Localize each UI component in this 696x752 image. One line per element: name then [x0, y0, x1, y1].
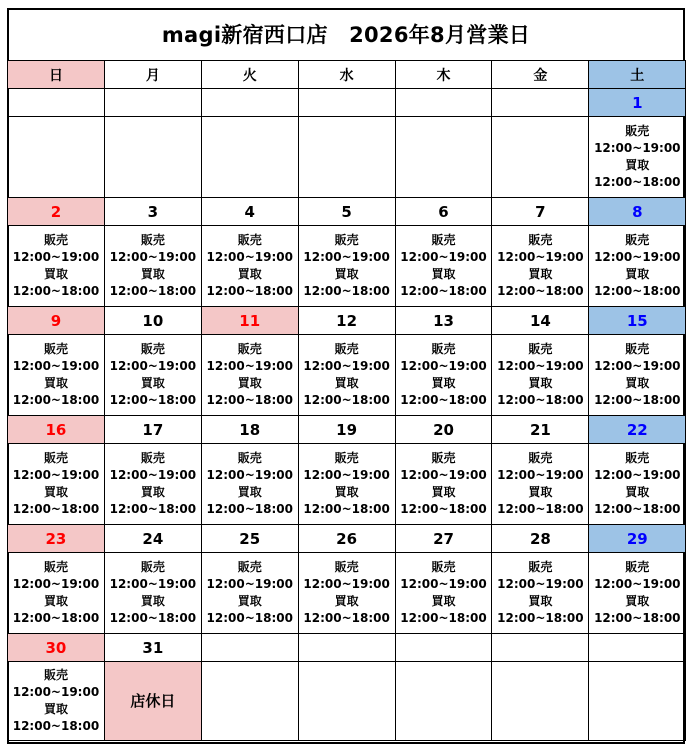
buy-hours: 12:00~18:00	[594, 502, 681, 516]
hours-cell	[298, 226, 395, 307]
sell-label: 販売	[625, 124, 650, 138]
sell-label: 販売	[528, 560, 553, 574]
hours-row	[8, 226, 686, 307]
buy-label: 買取	[625, 158, 650, 172]
sell-hours: 12:00~19:00	[303, 468, 390, 482]
hours-cell	[492, 444, 589, 525]
date-cell	[298, 634, 395, 662]
sell-hours: 12:00~19:00	[594, 577, 681, 591]
sell-hours: 12:00~19:00	[12, 685, 100, 699]
hours-cell	[492, 662, 589, 741]
date-cell: 24	[104, 525, 201, 553]
sell-label: 販売	[43, 342, 68, 356]
hours-row	[8, 117, 686, 198]
sell-label: 販売	[431, 342, 456, 356]
hours-cell	[492, 226, 589, 307]
buy-label: 買取	[528, 485, 553, 499]
sell-label: 販売	[237, 233, 262, 247]
hours-row	[8, 553, 686, 634]
date-cell: 22	[589, 416, 686, 444]
hours-cell	[589, 226, 686, 307]
sell-hours: 12:00~19:00	[303, 250, 390, 264]
hours-cell	[201, 553, 298, 634]
sell-hours: 12:00~19:00	[594, 359, 681, 373]
weekday-header-sun: 日	[8, 61, 105, 89]
buy-label: 買取	[43, 702, 68, 716]
hours-cell	[201, 444, 298, 525]
hours-cell	[201, 226, 298, 307]
hours-cell	[104, 553, 201, 634]
buy-hours: 12:00~18:00	[594, 175, 681, 189]
sell-hours: 12:00~19:00	[109, 359, 197, 373]
buy-hours: 12:00~18:00	[497, 502, 584, 516]
buy-hours: 12:00~18:00	[12, 719, 100, 733]
hours-cell	[104, 444, 201, 525]
sell-hours: 12:00~19:00	[12, 250, 100, 264]
sell-hours: 12:00~19:00	[206, 468, 293, 482]
buy-label: 買取	[431, 594, 456, 608]
hours-cell	[8, 662, 105, 741]
sell-label: 販売	[334, 233, 359, 247]
sell-label: 販売	[140, 233, 165, 247]
buy-label: 買取	[237, 376, 262, 390]
buy-label: 買取	[140, 594, 165, 608]
date-cell	[395, 634, 492, 662]
sell-label: 販売	[625, 342, 650, 356]
buy-hours: 12:00~18:00	[109, 284, 197, 298]
weekday-header-thu: 木	[395, 61, 492, 89]
date-cell: 5	[298, 198, 395, 226]
hours-cell	[201, 117, 298, 198]
hours-cell	[492, 553, 589, 634]
buy-label: 買取	[237, 485, 262, 499]
sell-label: 販売	[625, 560, 650, 574]
buy-hours: 12:00~18:00	[497, 611, 584, 625]
date-cell	[492, 89, 589, 117]
sell-hours: 12:00~19:00	[109, 577, 197, 591]
sell-hours: 12:00~19:00	[594, 250, 681, 264]
buy-hours: 12:00~18:00	[12, 611, 100, 625]
sell-label: 販売	[528, 342, 553, 356]
hours-cell	[298, 444, 395, 525]
buy-label: 買取	[528, 267, 553, 281]
hours-cell	[589, 553, 686, 634]
hours-cell	[201, 662, 298, 741]
sell-hours: 12:00~19:00	[12, 468, 100, 482]
hours-cell	[492, 117, 589, 198]
calendar-table	[7, 60, 686, 741]
buy-label: 買取	[431, 485, 456, 499]
date-cell: 13	[395, 307, 492, 335]
weekday-header-tue: 火	[201, 61, 298, 89]
buy-hours: 12:00~18:00	[12, 393, 100, 407]
date-cell	[395, 89, 492, 117]
buy-hours: 12:00~18:00	[206, 502, 293, 516]
hours-cell	[395, 117, 492, 198]
buy-hours: 12:00~18:00	[303, 502, 390, 516]
buy-hours: 12:00~18:00	[206, 611, 293, 625]
buy-label: 買取	[625, 485, 650, 499]
weekday-header-fri: 金	[492, 61, 589, 89]
sell-hours: 12:00~19:00	[303, 359, 390, 373]
sell-label: 販売	[43, 233, 68, 247]
buy-label: 買取	[334, 376, 359, 390]
buy-hours: 12:00~18:00	[594, 393, 681, 407]
date-cell: 14	[492, 307, 589, 335]
buy-label: 買取	[528, 376, 553, 390]
date-cell: 21	[492, 416, 589, 444]
sell-label: 販売	[237, 451, 262, 465]
sell-label: 販売	[140, 342, 165, 356]
buy-hours: 12:00~18:00	[400, 502, 487, 516]
sell-label: 販売	[334, 560, 359, 574]
sell-label: 販売	[140, 451, 165, 465]
buy-label: 買取	[334, 594, 359, 608]
date-cell: 16	[8, 416, 105, 444]
sell-hours: 12:00~19:00	[109, 468, 197, 482]
date-row	[8, 89, 686, 117]
hours-cell	[104, 117, 201, 198]
hours-cell	[589, 117, 686, 198]
buy-label: 買取	[625, 267, 650, 281]
buy-hours: 12:00~18:00	[12, 502, 100, 516]
weekday-header-sat: 土	[589, 61, 686, 89]
buy-hours: 12:00~18:00	[594, 611, 681, 625]
hours-row	[8, 662, 686, 741]
date-cell: 27	[395, 525, 492, 553]
closed-day-cell: 店休日	[104, 662, 201, 741]
date-cell: 11	[201, 307, 298, 335]
date-cell: 6	[395, 198, 492, 226]
sell-hours: 12:00~19:00	[12, 577, 100, 591]
date-cell	[492, 634, 589, 662]
buy-hours: 12:00~18:00	[206, 393, 293, 407]
hours-cell	[104, 226, 201, 307]
buy-hours: 12:00~18:00	[109, 502, 197, 516]
buy-hours: 12:00~18:00	[497, 284, 584, 298]
hours-cell	[298, 662, 395, 741]
date-cell: 28	[492, 525, 589, 553]
sell-hours: 12:00~19:00	[303, 577, 390, 591]
date-cell: 15	[589, 307, 686, 335]
buy-label: 買取	[43, 485, 68, 499]
sell-hours: 12:00~19:00	[400, 250, 487, 264]
date-cell: 18	[201, 416, 298, 444]
date-cell: 17	[104, 416, 201, 444]
buy-hours: 12:00~18:00	[400, 611, 487, 625]
hours-cell	[395, 553, 492, 634]
buy-hours: 12:00~18:00	[400, 393, 487, 407]
date-row	[8, 416, 686, 444]
buy-label: 買取	[140, 485, 165, 499]
sell-hours: 12:00~19:00	[594, 141, 681, 155]
buy-label: 買取	[237, 594, 262, 608]
buy-label: 買取	[528, 594, 553, 608]
date-cell	[298, 89, 395, 117]
weekday-header-wed: 水	[298, 61, 395, 89]
date-cell: 10	[104, 307, 201, 335]
date-cell: 1	[589, 89, 686, 117]
hours-cell	[395, 444, 492, 525]
hours-cell	[298, 117, 395, 198]
hours-cell	[589, 662, 686, 741]
sell-hours: 12:00~19:00	[400, 468, 487, 482]
buy-label: 買取	[334, 485, 359, 499]
date-cell: 19	[298, 416, 395, 444]
hours-row	[8, 335, 686, 416]
buy-hours: 12:00~18:00	[400, 284, 487, 298]
weekday-header-row	[8, 61, 686, 89]
sell-label: 販売	[431, 451, 456, 465]
hours-cell	[8, 444, 105, 525]
date-cell: 8	[589, 198, 686, 226]
date-cell: 20	[395, 416, 492, 444]
sell-label: 販売	[431, 560, 456, 574]
hours-cell	[395, 226, 492, 307]
sell-label: 販売	[43, 451, 68, 465]
hours-cell	[589, 444, 686, 525]
date-cell: 26	[298, 525, 395, 553]
sell-hours: 12:00~19:00	[497, 468, 584, 482]
sell-label: 販売	[237, 560, 262, 574]
buy-label: 買取	[334, 267, 359, 281]
hours-row	[8, 444, 686, 525]
sell-label: 販売	[431, 233, 456, 247]
sell-hours: 12:00~19:00	[109, 250, 197, 264]
buy-label: 買取	[625, 594, 650, 608]
buy-hours: 12:00~18:00	[303, 611, 390, 625]
buy-hours: 12:00~18:00	[12, 284, 100, 298]
sell-hours: 12:00~19:00	[206, 250, 293, 264]
hours-cell	[492, 335, 589, 416]
buy-label: 買取	[43, 594, 68, 608]
date-row	[8, 634, 686, 662]
hours-cell	[8, 335, 105, 416]
sell-hours: 12:00~19:00	[594, 468, 681, 482]
hours-cell	[298, 553, 395, 634]
hours-cell	[395, 335, 492, 416]
buy-label: 買取	[43, 376, 68, 390]
date-cell: 30	[8, 634, 105, 662]
date-cell: 25	[201, 525, 298, 553]
date-row	[8, 198, 686, 226]
sell-hours: 12:00~19:00	[400, 359, 487, 373]
buy-hours: 12:00~18:00	[497, 393, 584, 407]
date-cell: 4	[201, 198, 298, 226]
sell-label: 販売	[334, 342, 359, 356]
buy-label: 買取	[431, 376, 456, 390]
sell-label: 販売	[528, 451, 553, 465]
sell-label: 販売	[625, 233, 650, 247]
hours-cell	[8, 553, 105, 634]
buy-hours: 12:00~18:00	[303, 393, 390, 407]
hours-cell	[104, 335, 201, 416]
date-cell: 7	[492, 198, 589, 226]
buy-label: 買取	[140, 267, 165, 281]
sell-hours: 12:00~19:00	[497, 359, 584, 373]
sell-hours: 12:00~19:00	[497, 250, 584, 264]
hours-cell	[589, 335, 686, 416]
date-cell	[104, 89, 201, 117]
buy-label: 買取	[140, 376, 165, 390]
hours-cell	[298, 335, 395, 416]
sell-label: 販売	[43, 560, 68, 574]
hours-cell	[201, 335, 298, 416]
date-cell	[8, 89, 105, 117]
buy-label: 買取	[625, 376, 650, 390]
sell-label: 販売	[237, 342, 262, 356]
sell-label: 販売	[625, 451, 650, 465]
buy-hours: 12:00~18:00	[109, 393, 197, 407]
date-cell: 2	[8, 198, 105, 226]
date-row	[8, 307, 686, 335]
hours-cell	[8, 117, 105, 198]
page-title: magi新宿西口店 2026年8月営業日	[161, 23, 531, 47]
buy-hours: 12:00~18:00	[303, 284, 390, 298]
date-cell	[589, 634, 686, 662]
buy-hours: 12:00~18:00	[206, 284, 293, 298]
date-cell: 23	[8, 525, 105, 553]
sell-label: 販売	[43, 668, 68, 682]
date-cell: 12	[298, 307, 395, 335]
date-cell	[201, 634, 298, 662]
sell-hours: 12:00~19:00	[206, 577, 293, 591]
sell-hours: 12:00~19:00	[206, 359, 293, 373]
buy-label: 買取	[43, 267, 68, 281]
sell-hours: 12:00~19:00	[400, 577, 487, 591]
sell-label: 販売	[334, 451, 359, 465]
sell-hours: 12:00~19:00	[497, 577, 584, 591]
sell-hours: 12:00~19:00	[12, 359, 100, 373]
buy-hours: 12:00~18:00	[594, 284, 681, 298]
date-row	[8, 525, 686, 553]
hours-cell	[395, 662, 492, 741]
date-cell: 3	[104, 198, 201, 226]
date-cell: 9	[8, 307, 105, 335]
hours-cell	[8, 226, 105, 307]
sell-label: 販売	[528, 233, 553, 247]
buy-hours: 12:00~18:00	[109, 611, 197, 625]
date-cell: 29	[589, 525, 686, 553]
weekday-header-mon: 月	[104, 61, 201, 89]
date-cell	[201, 89, 298, 117]
buy-label: 買取	[431, 267, 456, 281]
buy-label: 買取	[237, 267, 262, 281]
sell-label: 販売	[140, 560, 165, 574]
date-cell: 31	[104, 634, 201, 662]
